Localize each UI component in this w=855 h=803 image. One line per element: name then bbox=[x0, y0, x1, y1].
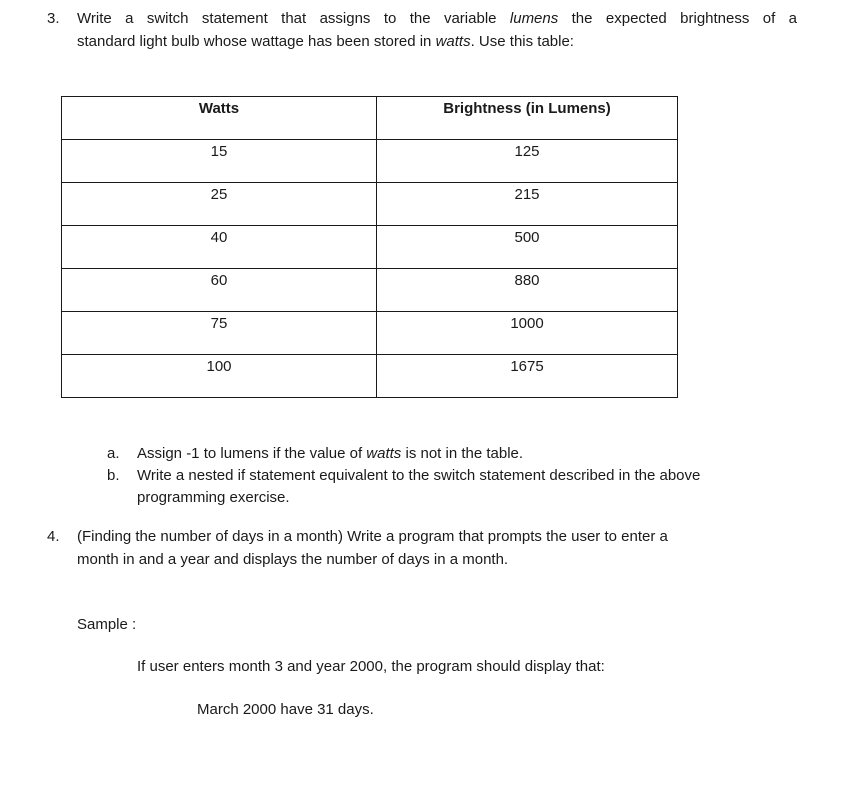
table-cell-lumens bbox=[377, 269, 678, 312]
table-cell-watts bbox=[62, 140, 377, 183]
cell-value: 215 bbox=[514, 186, 540, 203]
cell-value: 40 bbox=[210, 229, 228, 246]
cell-value: 880 bbox=[514, 272, 540, 289]
table-row bbox=[62, 312, 678, 355]
table-header-row bbox=[62, 97, 678, 140]
subitem-a-text bbox=[137, 443, 817, 465]
q3-var-watts: watts bbox=[435, 32, 471, 50]
question-3-line-2 bbox=[77, 33, 574, 50]
cell-value: 75 bbox=[210, 315, 228, 332]
q3-line2-prefix: standard light bulb whose wattage has been stored in bbox=[77, 32, 436, 50]
question-3-number: 3. bbox=[47, 10, 60, 27]
table-row bbox=[62, 226, 678, 269]
table-cell-lumens bbox=[377, 226, 678, 269]
header-watts-label: Watts bbox=[198, 100, 240, 117]
table-row bbox=[62, 355, 678, 398]
cell-value: 25 bbox=[210, 186, 228, 203]
cell-value: 500 bbox=[514, 229, 540, 246]
table-cell-watts bbox=[62, 355, 377, 398]
table-cell-lumens bbox=[377, 183, 678, 226]
table-row bbox=[62, 269, 678, 312]
subitem-b-line-1: Write a nested if statement equivalent to the switch statement described in the above bbox=[137, 467, 701, 484]
q3-var-lumens: lumens bbox=[509, 10, 559, 27]
header-watts bbox=[62, 97, 377, 140]
cell-value: 15 bbox=[210, 143, 228, 160]
table-cell-watts bbox=[62, 226, 377, 269]
q3-line1-prefix: Write a switch statement that assigns to the variable bbox=[77, 10, 510, 27]
table-cell-watts bbox=[62, 312, 377, 355]
subitem-a-label: a. bbox=[107, 445, 120, 462]
subitem-a-suffix: is not in the table. bbox=[401, 445, 524, 462]
question-3-line-1 bbox=[77, 8, 797, 31]
question-4-line-2: month in and a year and displays the number of days in a month. bbox=[77, 551, 509, 568]
cell-value: 60 bbox=[210, 272, 228, 289]
subitem-b-line-2: programming exercise. bbox=[137, 489, 290, 506]
sample-output: March 2000 have 31 days. bbox=[197, 701, 374, 718]
subitem-a-var-watts: watts bbox=[366, 445, 402, 462]
cell-value: 1675 bbox=[510, 358, 544, 375]
subitem-a-prefix: Assign -1 to lumens if the value of bbox=[137, 445, 367, 462]
question-3-text bbox=[77, 8, 797, 53]
subitem-b-label: b. bbox=[107, 467, 120, 484]
table-row bbox=[62, 183, 678, 226]
cell-value: 1000 bbox=[510, 315, 544, 332]
table-cell-watts bbox=[62, 269, 377, 312]
cell-value: 100 bbox=[206, 358, 232, 375]
header-brightness-label: Brightness (in Lumens) bbox=[443, 100, 611, 117]
table-cell-watts bbox=[62, 183, 377, 226]
q3-line2-suffix: . Use this table: bbox=[470, 32, 574, 50]
table-cell-lumens bbox=[377, 140, 678, 183]
cell-value: 125 bbox=[514, 143, 540, 160]
q3-line1-suffix: the expected brightness of a bbox=[558, 10, 797, 27]
table-cell-lumens bbox=[377, 355, 678, 398]
question-4-number: 4. bbox=[47, 528, 60, 545]
sample-instruction: If user enters month 3 and year 2000, the program should display that: bbox=[137, 658, 605, 675]
sample-label: Sample : bbox=[77, 616, 137, 633]
header-brightness bbox=[377, 97, 678, 140]
watts-lumens-table bbox=[61, 96, 678, 398]
question-4-line-1: (Finding the number of days in a month) Write a program that prompts the user to enter a bbox=[77, 528, 668, 545]
table-cell-lumens bbox=[377, 312, 678, 355]
table-row bbox=[62, 140, 678, 183]
